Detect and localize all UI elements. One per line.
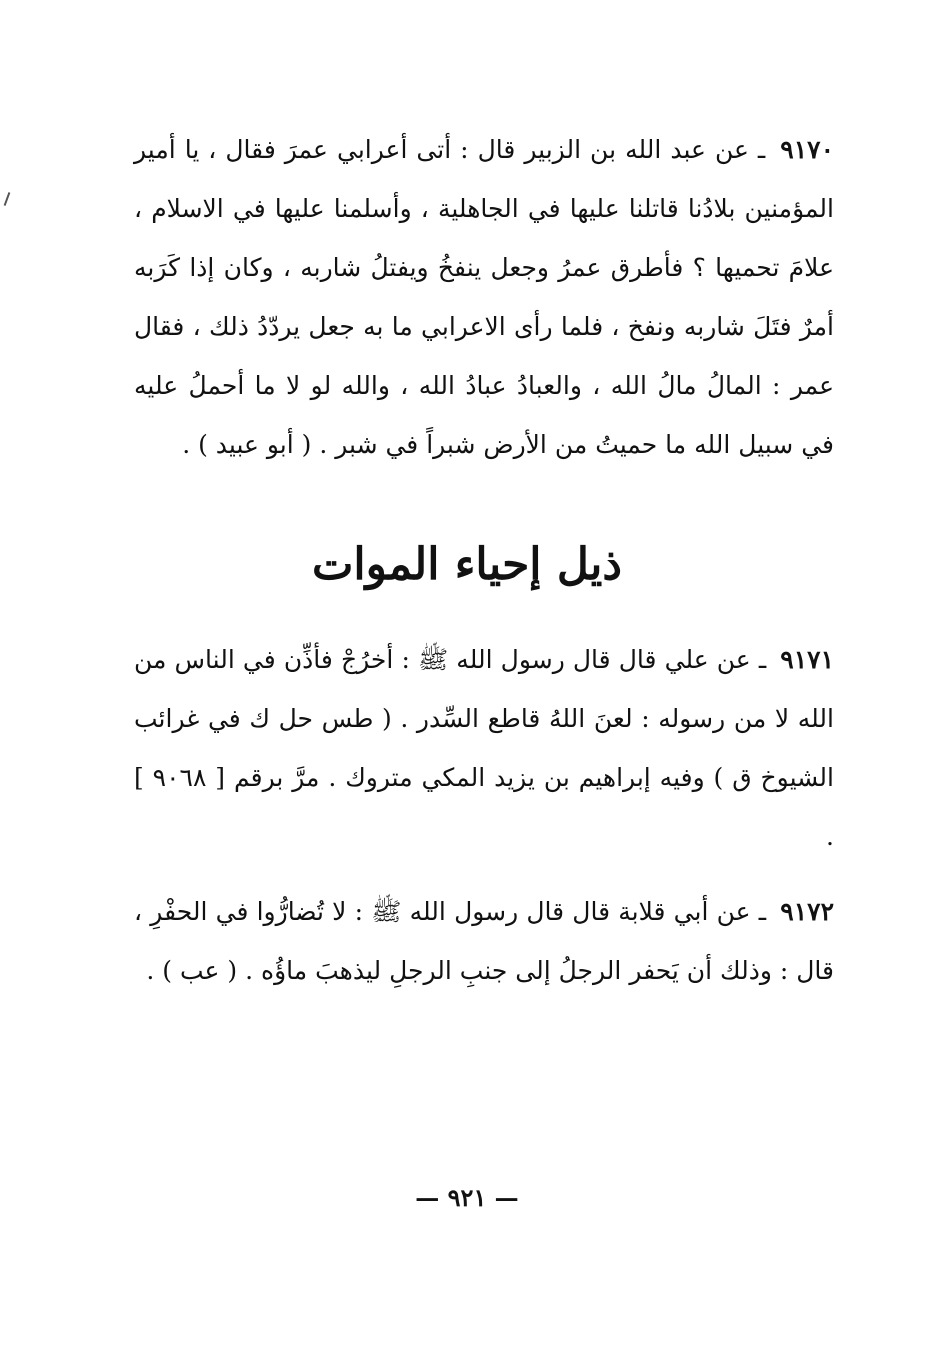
hadith-entry-9172 bbox=[134, 882, 834, 1000]
entry-text: ـ عن علي قال قال رسول الله ﷺ : أخرُجْ فأذِّن في الناس من الله لا من رسوله : لعنَ اللهُ قاطع السِّدر . ( طس حل ك في غرائب الشيوخ ق ) وفيه إبراهيم بن يزيد المكي متروك . مرَّ برقم [ ٩٠٦٨ ] . bbox=[134, 645, 834, 851]
section-title: ذيل إحياء الموات bbox=[311, 539, 623, 590]
entry-text: ـ عن عبد الله بن الزبير قال : أتى أعرابي عمرَ فقال ، يا أمير المؤمنين بلادُنا قاتلنا عليها في الجاهلية ، وأسلمنا عليها في الاسلام ، علامَ تحميها ؟ فأطرق عمرُ وجعل ينفخُ ويفتلُ شاربه ، وكان إذا كَرَبه أمرٌ فتَلَ شاربه ونفخ ، فلما رأى الاعرابي ما به جعل يردّدُ ذلك ، فقال عمر : المالُ مالُ الله ، والعبادُ عبادُ الله ، والله لو لا ما أحملُ عليه في سبيل الله ما حميتُ من الأرض شبراً في شبر . ( أبو عبيد ) . bbox=[134, 135, 834, 459]
entry-number: ٩١٧١ bbox=[780, 645, 834, 674]
hadith-entry-9170 bbox=[134, 120, 834, 474]
entry-paragraph bbox=[134, 630, 834, 866]
page-number: — ٩٢١ — bbox=[415, 1183, 519, 1212]
entry-text: ـ عن أبي قلابة قال قال رسول الله ﷺ : لا تُضارُّوا في الحفْرِ ، قال : وذلك أن يَحفر الرجلُ إلى جنبِ الرجلِ ليذهبَ ماؤُه . ( عب ) . bbox=[134, 897, 834, 985]
entry-paragraph bbox=[134, 882, 834, 1000]
entry-number: ٩١٧٠ bbox=[780, 135, 834, 164]
entry-number: ٩١٧٢ bbox=[780, 897, 834, 926]
hadith-entry-9171 bbox=[134, 630, 834, 866]
entry-paragraph bbox=[134, 120, 834, 474]
stray-mark bbox=[4, 192, 11, 206]
